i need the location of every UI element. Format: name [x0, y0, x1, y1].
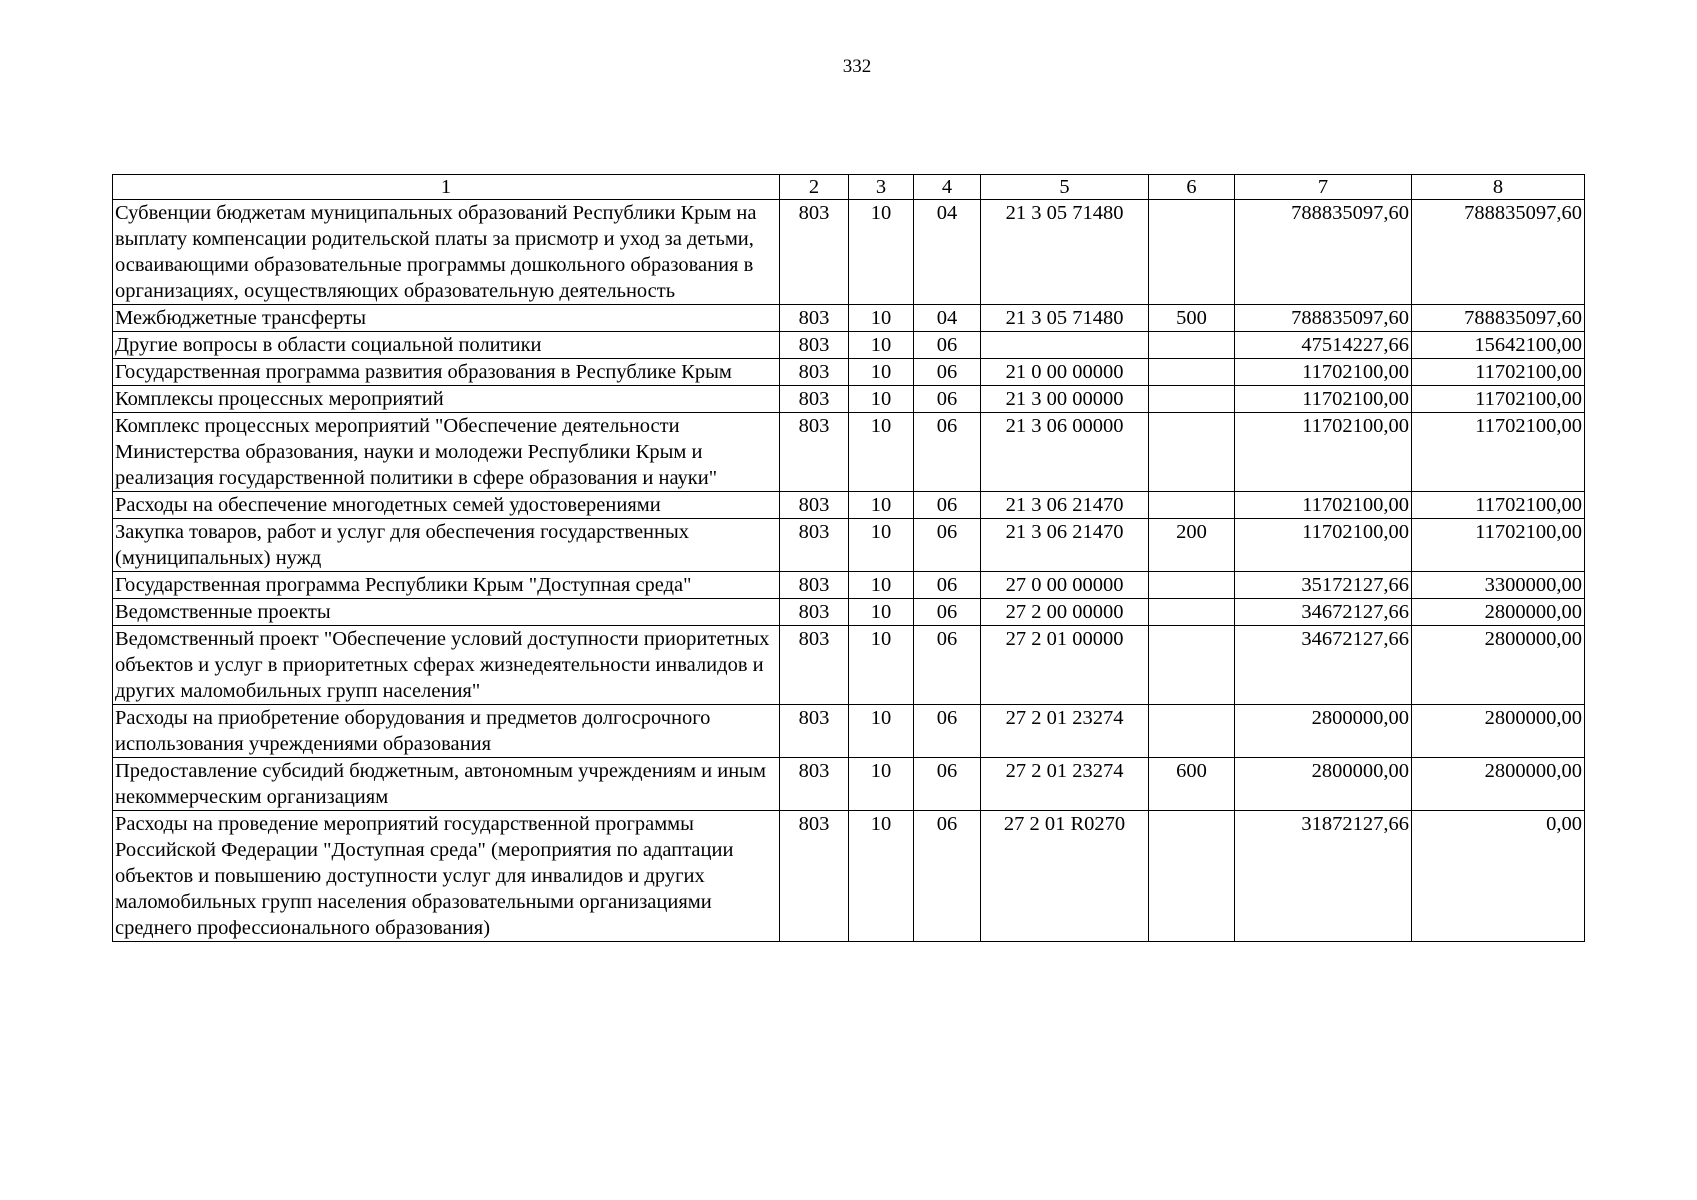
section-code-cell: 10 [849, 599, 914, 626]
amount-col8-cell: 3300000,00 [1412, 572, 1585, 599]
amount-col7-cell: 11702100,00 [1235, 492, 1412, 519]
ministry-code-cell: 803 [780, 386, 849, 413]
amount-col8-cell: 11702100,00 [1412, 359, 1585, 386]
row-name-cell: Комплекс процессных мероприятий "Обеспечение деятельности Министерства образования, науки и молодежи Республики Крым и реализация государственной политики в сфере образования и науки" [113, 413, 780, 492]
budget-table [112, 174, 1585, 942]
section-code-cell: 10 [849, 626, 914, 705]
target-article-cell: 21 3 06 21470 [981, 492, 1149, 519]
section-code-cell: 10 [849, 811, 914, 942]
amount-col7-cell: 788835097,60 [1235, 200, 1412, 305]
amount-col8-cell: 11702100,00 [1412, 519, 1585, 572]
table-row [113, 626, 1585, 705]
subsection-code-cell: 06 [914, 332, 981, 359]
row-name-cell: Закупка товаров, работ и услуг для обеспечения государственных (муниципальных) нужд [113, 519, 780, 572]
target-article-cell [981, 332, 1149, 359]
expense-type-cell [1149, 386, 1235, 413]
amount-col8-cell: 11702100,00 [1412, 413, 1585, 492]
section-code-cell: 10 [849, 200, 914, 305]
section-code-cell: 10 [849, 492, 914, 519]
ministry-code-cell: 803 [780, 200, 849, 305]
amount-col7-cell: 11702100,00 [1235, 386, 1412, 413]
expense-type-cell [1149, 200, 1235, 305]
section-code-cell: 10 [849, 332, 914, 359]
target-article-cell: 27 2 01 23274 [981, 705, 1149, 758]
amount-col8-cell: 11702100,00 [1412, 386, 1585, 413]
target-article-cell: 21 3 06 21470 [981, 519, 1149, 572]
page-number: 332 [842, 56, 872, 77]
amount-col8-cell: 2800000,00 [1412, 705, 1585, 758]
amount-col7-cell: 34672127,66 [1235, 599, 1412, 626]
amount-col8-cell: 15642100,00 [1412, 332, 1585, 359]
ministry-code-cell: 803 [780, 359, 849, 386]
subsection-code-cell: 06 [914, 599, 981, 626]
subsection-code-cell: 04 [914, 305, 981, 332]
row-name-cell: Ведомственный проект "Обеспечение условий доступности приоритетных объектов и услуг в приоритетных сферах жизнедеятельности инвалидов и других маломобильных групп населения" [113, 626, 780, 705]
amount-col7-cell: 31872127,66 [1235, 811, 1412, 942]
expense-type-cell: 600 [1149, 758, 1235, 811]
amount-col8-cell: 2800000,00 [1412, 626, 1585, 705]
table-row [113, 305, 1585, 332]
target-article-cell: 21 3 05 71480 [981, 200, 1149, 305]
amount-col8-cell: 2800000,00 [1412, 758, 1585, 811]
table-row [113, 572, 1585, 599]
amount-col8-cell: 0,00 [1412, 811, 1585, 942]
subsection-code-cell: 06 [914, 519, 981, 572]
row-name-cell: Межбюджетные трансферты [113, 305, 780, 332]
table-row [113, 519, 1585, 572]
column-header: 3 [849, 175, 914, 200]
target-article-cell: 27 2 00 00000 [981, 599, 1149, 626]
row-name-cell: Расходы на проведение мероприятий государственной программы Российской Федерации "Доступная среда" (мероприятия по адаптации объектов и повышению доступности услуг для инвалидов и других маломобильных групп населения образовательными организациями среднего профессионального образования) [113, 811, 780, 942]
column-header: 8 [1412, 175, 1585, 200]
section-code-cell: 10 [849, 572, 914, 599]
target-article-cell: 21 3 05 71480 [981, 305, 1149, 332]
row-name-cell: Предоставление субсидий бюджетным, автономным учреждениям и иным некоммерческим организациям [113, 758, 780, 811]
target-article-cell: 21 3 00 00000 [981, 386, 1149, 413]
ministry-code-cell: 803 [780, 758, 849, 811]
ministry-code-cell: 803 [780, 572, 849, 599]
expense-type-cell [1149, 705, 1235, 758]
subsection-code-cell: 06 [914, 626, 981, 705]
subsection-code-cell: 06 [914, 359, 981, 386]
column-header: 5 [981, 175, 1149, 200]
row-name-cell: Государственная программа Республики Крым "Доступная среда" [113, 572, 780, 599]
table-row [113, 811, 1585, 942]
table-row [113, 386, 1585, 413]
amount-col8-cell: 11702100,00 [1412, 492, 1585, 519]
section-code-cell: 10 [849, 705, 914, 758]
table-row [113, 332, 1585, 359]
column-header: 1 [113, 175, 780, 200]
ministry-code-cell: 803 [780, 413, 849, 492]
target-article-cell: 21 0 00 00000 [981, 359, 1149, 386]
ministry-code-cell: 803 [780, 705, 849, 758]
row-name-cell: Расходы на приобретение оборудования и предметов долгосрочного использования учреждениями образования [113, 705, 780, 758]
table-row [113, 359, 1585, 386]
expense-type-cell: 200 [1149, 519, 1235, 572]
table-row [113, 200, 1585, 305]
subsection-code-cell: 06 [914, 413, 981, 492]
subsection-code-cell: 06 [914, 758, 981, 811]
ministry-code-cell: 803 [780, 519, 849, 572]
row-name-cell: Государственная программа развития образования в Республике Крым [113, 359, 780, 386]
amount-col7-cell: 11702100,00 [1235, 359, 1412, 386]
subsection-code-cell: 06 [914, 572, 981, 599]
expense-type-cell [1149, 359, 1235, 386]
expense-type-cell [1149, 811, 1235, 942]
table-row [113, 413, 1585, 492]
subsection-code-cell: 06 [914, 386, 981, 413]
ministry-code-cell: 803 [780, 305, 849, 332]
expense-type-cell [1149, 572, 1235, 599]
ministry-code-cell: 803 [780, 811, 849, 942]
amount-col7-cell: 47514227,66 [1235, 332, 1412, 359]
section-code-cell: 10 [849, 359, 914, 386]
column-header: 2 [780, 175, 849, 200]
ministry-code-cell: 803 [780, 626, 849, 705]
amount-col7-cell: 2800000,00 [1235, 758, 1412, 811]
ministry-code-cell: 803 [780, 599, 849, 626]
row-name-cell: Расходы на обеспечение многодетных семей удостоверениями [113, 492, 780, 519]
column-header: 6 [1149, 175, 1235, 200]
expense-type-cell [1149, 492, 1235, 519]
amount-col7-cell: 35172127,66 [1235, 572, 1412, 599]
column-header: 7 [1235, 175, 1412, 200]
row-name-cell: Комплексы процессных мероприятий [113, 386, 780, 413]
target-article-cell: 21 3 06 00000 [981, 413, 1149, 492]
table-row [113, 705, 1585, 758]
expense-type-cell [1149, 413, 1235, 492]
section-code-cell: 10 [849, 758, 914, 811]
section-code-cell: 10 [849, 413, 914, 492]
amount-col8-cell: 788835097,60 [1412, 200, 1585, 305]
amount-col7-cell: 34672127,66 [1235, 626, 1412, 705]
row-name-cell: Субвенции бюджетам муниципальных образований Республики Крым на выплату компенсации родительской платы за присмотр и уход за детьми, осваивающими образовательные программы дошкольного образования в организациях, осуществляющих образовательную деятельность [113, 200, 780, 305]
section-code-cell: 10 [849, 305, 914, 332]
target-article-cell: 27 2 01 23274 [981, 758, 1149, 811]
amount-col7-cell: 2800000,00 [1235, 705, 1412, 758]
target-article-cell: 27 2 01 R0270 [981, 811, 1149, 942]
table-row [113, 492, 1585, 519]
amount-col8-cell: 788835097,60 [1412, 305, 1585, 332]
row-name-cell: Другие вопросы в области социальной политики [113, 332, 780, 359]
column-header: 4 [914, 175, 981, 200]
expense-type-cell [1149, 599, 1235, 626]
target-article-cell: 27 0 00 00000 [981, 572, 1149, 599]
subsection-code-cell: 04 [914, 200, 981, 305]
subsection-code-cell: 06 [914, 811, 981, 942]
target-article-cell: 27 2 01 00000 [981, 626, 1149, 705]
expense-type-cell [1149, 332, 1235, 359]
section-code-cell: 10 [849, 386, 914, 413]
amount-col7-cell: 11702100,00 [1235, 413, 1412, 492]
table-row [113, 758, 1585, 811]
table-row [113, 599, 1585, 626]
expense-type-cell: 500 [1149, 305, 1235, 332]
subsection-code-cell: 06 [914, 492, 981, 519]
amount-col7-cell: 11702100,00 [1235, 519, 1412, 572]
amount-col8-cell: 2800000,00 [1412, 599, 1585, 626]
header-row [113, 175, 1585, 200]
amount-col7-cell: 788835097,60 [1235, 305, 1412, 332]
row-name-cell: Ведомственные проекты [113, 599, 780, 626]
subsection-code-cell: 06 [914, 705, 981, 758]
ministry-code-cell: 803 [780, 332, 849, 359]
expense-type-cell [1149, 626, 1235, 705]
section-code-cell: 10 [849, 519, 914, 572]
ministry-code-cell: 803 [780, 492, 849, 519]
table-body [113, 200, 1585, 942]
